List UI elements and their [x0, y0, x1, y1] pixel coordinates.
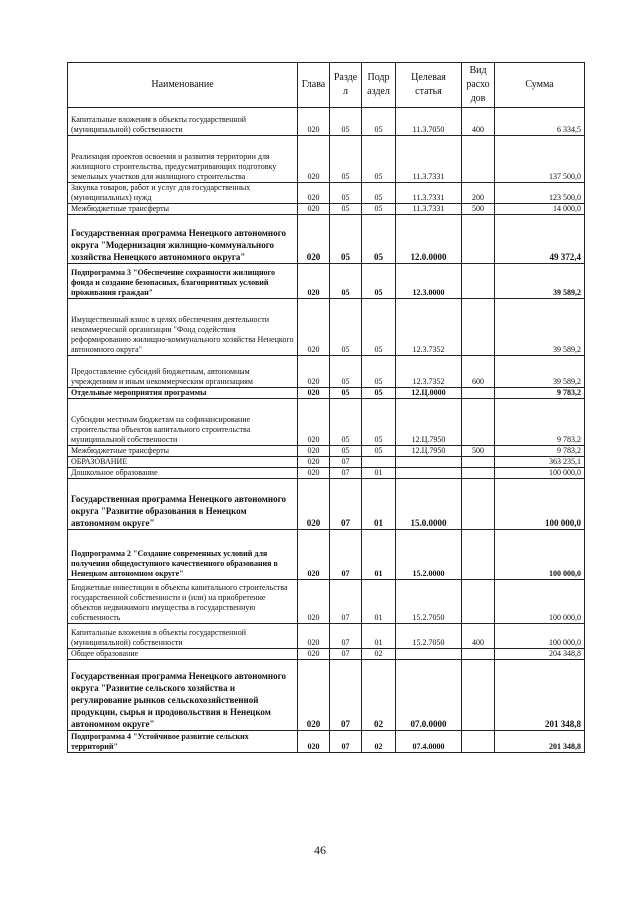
- table-row: [68, 204, 585, 215]
- cell-target: 12.3.0000: [396, 264, 462, 299]
- cell-sum: 123 500,0: [495, 183, 585, 204]
- cell-razdel: 07: [330, 457, 362, 468]
- cell-podrazdel: 05: [362, 183, 396, 204]
- cell-glava: 020: [298, 204, 330, 215]
- cell-sum: 9 783,2: [495, 399, 585, 446]
- cell-name: Государственная программа Ненецкого автономного округа "Развитие сельского хозяйства и регулирование рынков сельскохозяйственной продукции, сырья и продовольствия в Ненецком автономном округе": [68, 660, 298, 731]
- cell-podrazdel: 01: [362, 468, 396, 479]
- cell-target: 12.Ц.7950: [396, 446, 462, 457]
- cell-razdel: 07: [330, 660, 362, 731]
- table-row: [68, 624, 585, 649]
- cell-razdel: 07: [330, 649, 362, 660]
- cell-glava: 020: [298, 580, 330, 624]
- cell-glava: 020: [298, 446, 330, 457]
- cell-name: Межбюджетные трансферты: [68, 204, 298, 215]
- header-row: [68, 63, 585, 108]
- cell-razdel: 05: [330, 388, 362, 399]
- cell-name: Субсидии местным бюджетам на софинансирование строительства объектов капитального строительства муниципальной собственности: [68, 399, 298, 446]
- cell-sum: 39 589,2: [495, 299, 585, 356]
- cell-vid: [462, 530, 495, 580]
- cell-name: Подпрограмма 2 "Создание современных условий для получения общедоступного качественного образования в Ненецком автономном округе": [68, 530, 298, 580]
- cell-podrazdel: 05: [362, 356, 396, 388]
- cell-vid: [462, 649, 495, 660]
- cell-name: Подпрограмма 3 "Обеспечение сохранности жилищного фонда и создание безопасных, благоприятных условий проживания граждан": [68, 264, 298, 299]
- cell-glava: 020: [298, 457, 330, 468]
- cell-vid: [462, 215, 495, 264]
- cell-razdel: 05: [330, 264, 362, 299]
- cell-vid: [462, 479, 495, 530]
- cell-vid: 500: [462, 446, 495, 457]
- cell-sum: 9 783,2: [495, 446, 585, 457]
- cell-vid: 500: [462, 204, 495, 215]
- cell-razdel: 07: [330, 580, 362, 624]
- cell-podrazdel: 05: [362, 204, 396, 215]
- cell-glava: 020: [298, 388, 330, 399]
- cell-razdel: 07: [330, 479, 362, 530]
- cell-glava: 020: [298, 399, 330, 446]
- cell-sum: 9 783,2: [495, 388, 585, 399]
- cell-sum: 39 589,2: [495, 356, 585, 388]
- table-row: [68, 264, 585, 299]
- cell-vid: [462, 731, 495, 753]
- cell-vid: [462, 299, 495, 356]
- cell-podrazdel: 01: [362, 580, 396, 624]
- cell-glava: 020: [298, 468, 330, 479]
- cell-name: Отдельные мероприятия программы: [68, 388, 298, 399]
- cell-glava: 020: [298, 479, 330, 530]
- table-row: [68, 388, 585, 399]
- cell-glava: 020: [298, 649, 330, 660]
- header-podrazdel: Подр аздел: [362, 63, 396, 108]
- cell-glava: 020: [298, 215, 330, 264]
- cell-name: Капитальные вложения в объекты государственной (муниципальной) собственности: [68, 108, 298, 136]
- cell-target: 11.3.7331: [396, 136, 462, 183]
- cell-razdel: 05: [330, 399, 362, 446]
- table-row: [68, 660, 585, 731]
- cell-podrazdel: 02: [362, 649, 396, 660]
- cell-razdel: 07: [330, 731, 362, 753]
- cell-razdel: 05: [330, 299, 362, 356]
- cell-glava: 020: [298, 731, 330, 753]
- table-row: [68, 215, 585, 264]
- header-name: Наименование: [68, 63, 298, 108]
- table-row: [68, 457, 585, 468]
- table-row: [68, 399, 585, 446]
- cell-target: 15.2.7050: [396, 580, 462, 624]
- cell-target: 11.3.7050: [396, 108, 462, 136]
- cell-sum: 363 235,1: [495, 457, 585, 468]
- cell-name: Подпрограмма 4 "Устойчивое развитие сельских территорий": [68, 731, 298, 753]
- cell-name: Закупка товаров, работ и услуг для государственных (муниципальных) нужд: [68, 183, 298, 204]
- cell-razdel: 05: [330, 108, 362, 136]
- cell-target: 11.3.7331: [396, 183, 462, 204]
- cell-vid: [462, 457, 495, 468]
- cell-razdel: 05: [330, 204, 362, 215]
- cell-podrazdel: 05: [362, 446, 396, 457]
- cell-target: 15.0.0000: [396, 479, 462, 530]
- cell-target: 15.2.0000: [396, 530, 462, 580]
- table-row: [68, 356, 585, 388]
- cell-vid: 200: [462, 183, 495, 204]
- table-row: [68, 299, 585, 356]
- cell-target: 07.4.0000: [396, 731, 462, 753]
- cell-vid: [462, 388, 495, 399]
- cell-razdel: 05: [330, 446, 362, 457]
- cell-podrazdel: 05: [362, 264, 396, 299]
- cell-podrazdel: 05: [362, 136, 396, 183]
- cell-razdel: 07: [330, 530, 362, 580]
- cell-sum: 39 589,2: [495, 264, 585, 299]
- cell-sum: 100 000,0: [495, 479, 585, 530]
- cell-vid: 600: [462, 356, 495, 388]
- cell-name: Дошкольное образование: [68, 468, 298, 479]
- cell-target: [396, 457, 462, 468]
- cell-target: 07.0.0000: [396, 660, 462, 731]
- cell-podrazdel: 01: [362, 479, 396, 530]
- table-row: [68, 580, 585, 624]
- header-target: Целевая статья: [396, 63, 462, 108]
- table-row: [68, 479, 585, 530]
- cell-name: Реализация проектов освоения и развития территории для жилищного строительства, предусматривающих подготовку земельных участков для жилищного строительства: [68, 136, 298, 183]
- cell-razdel: 05: [330, 136, 362, 183]
- header-razdel: Разде л: [330, 63, 362, 108]
- cell-vid: [462, 136, 495, 183]
- cell-podrazdel: 05: [362, 399, 396, 446]
- cell-podrazdel: [362, 457, 396, 468]
- cell-glava: 020: [298, 108, 330, 136]
- table-row: [68, 108, 585, 136]
- cell-sum: 100 000,0: [495, 580, 585, 624]
- cell-name: Государственная программа Ненецкого автономного округа "Модернизация жилищно-коммунального хозяйства Ненецкого автономного округа": [68, 215, 298, 264]
- cell-podrazdel: 02: [362, 731, 396, 753]
- cell-glava: 020: [298, 299, 330, 356]
- cell-sum: 100 000,0: [495, 530, 585, 580]
- cell-razdel: 05: [330, 215, 362, 264]
- cell-razdel: 07: [330, 468, 362, 479]
- table-row: [68, 446, 585, 457]
- page-number: 46: [314, 843, 326, 857]
- cell-vid: [462, 660, 495, 731]
- cell-razdel: 07: [330, 624, 362, 649]
- header-glava: Глава: [298, 63, 330, 108]
- cell-name: Капитальные вложения в объекты государственной (муниципальной) собственности: [68, 624, 298, 649]
- cell-target: 15.2.7050: [396, 624, 462, 649]
- cell-glava: 020: [298, 660, 330, 731]
- cell-vid: 400: [462, 108, 495, 136]
- cell-name: Государственная программа Ненецкого автономного округа "Развитие образования в Ненецком автономном округе": [68, 479, 298, 530]
- cell-podrazdel: 01: [362, 624, 396, 649]
- cell-name: Межбюджетные трансферты: [68, 446, 298, 457]
- cell-name: Предоставление субсидий бюджетным, автономным учреждениям и иным некоммерческим организациям: [68, 356, 298, 388]
- cell-vid: [462, 580, 495, 624]
- table-row: [68, 649, 585, 660]
- cell-target: 11.3.7331: [396, 204, 462, 215]
- cell-sum: 201 348,8: [495, 731, 585, 753]
- cell-glava: 020: [298, 183, 330, 204]
- cell-glava: 020: [298, 624, 330, 649]
- table-row: [68, 731, 585, 753]
- cell-podrazdel: 05: [362, 215, 396, 264]
- budget-table: [67, 62, 585, 753]
- cell-target: 12.Ц.0000: [396, 388, 462, 399]
- header-vid: Вид расхо дов: [462, 63, 495, 108]
- cell-target: [396, 649, 462, 660]
- cell-razdel: 05: [330, 356, 362, 388]
- cell-name: Бюджетные инвестиции в объекты капитального строительства государственной собственности и (или) на приобретение объектов недвижимого имущества в государственную собственность: [68, 580, 298, 624]
- cell-name: ОБРАЗОВАНИЕ: [68, 457, 298, 468]
- cell-sum: 49 372,4: [495, 215, 585, 264]
- cell-target: 12.Ц.7950: [396, 399, 462, 446]
- header-sum: Сумма: [495, 63, 585, 108]
- cell-razdel: 05: [330, 183, 362, 204]
- cell-podrazdel: 05: [362, 108, 396, 136]
- cell-glava: 020: [298, 356, 330, 388]
- table-row: [68, 183, 585, 204]
- cell-vid: [462, 399, 495, 446]
- table-row: [68, 530, 585, 580]
- cell-sum: 14 000,0: [495, 204, 585, 215]
- cell-sum: 6 334,5: [495, 108, 585, 136]
- cell-name: Имущественный взнос в целях обеспечения деятельности некоммерческой организации "Фонд содействия реформированию жилищно-коммунального хозяйства Ненецкого автономного округа": [68, 299, 298, 356]
- cell-target: 12.3.7352: [396, 299, 462, 356]
- cell-sum: 100 000,0: [495, 624, 585, 649]
- cell-glava: 020: [298, 136, 330, 183]
- table-row: [68, 468, 585, 479]
- table-row: [68, 136, 585, 183]
- cell-target: [396, 468, 462, 479]
- cell-glava: 020: [298, 264, 330, 299]
- cell-sum: 201 348,8: [495, 660, 585, 731]
- cell-sum: 137 500,0: [495, 136, 585, 183]
- cell-sum: 204 348,8: [495, 649, 585, 660]
- cell-sum: 100 000,0: [495, 468, 585, 479]
- cell-podrazdel: 02: [362, 660, 396, 731]
- cell-vid: [462, 468, 495, 479]
- cell-target: 12.3.7352: [396, 356, 462, 388]
- cell-podrazdel: 05: [362, 388, 396, 399]
- cell-podrazdel: 01: [362, 530, 396, 580]
- cell-glava: 020: [298, 530, 330, 580]
- cell-vid: [462, 264, 495, 299]
- cell-podrazdel: 05: [362, 299, 396, 356]
- cell-target: 12.0.0000: [396, 215, 462, 264]
- cell-vid: 400: [462, 624, 495, 649]
- cell-name: Общее образование: [68, 649, 298, 660]
